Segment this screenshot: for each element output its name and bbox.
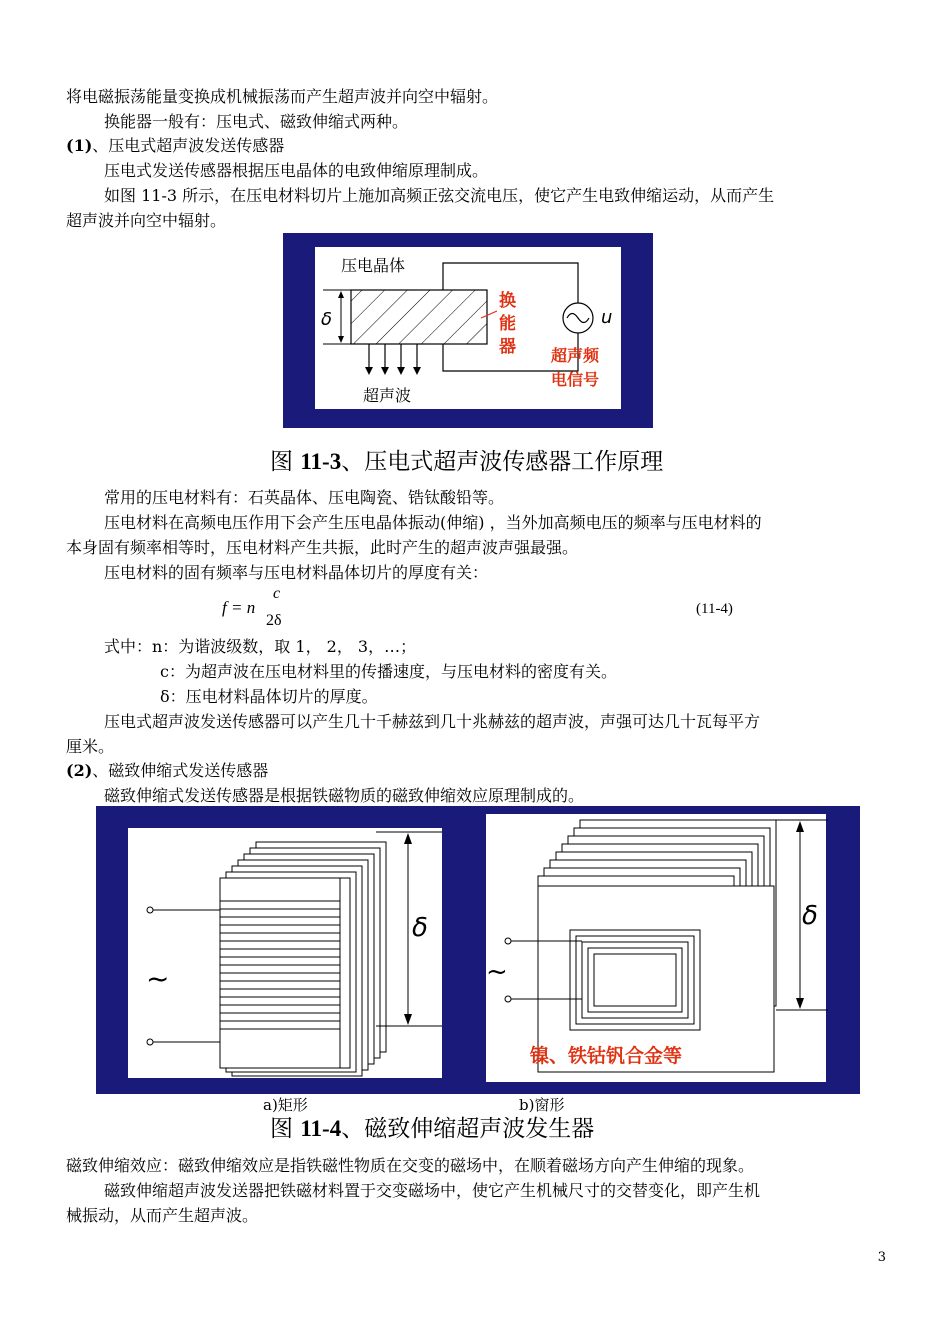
heading-number: (1) <box>66 136 93 155</box>
caption-number: 11-4 <box>300 1116 342 1141</box>
paragraph: 如图 11-3 所示，在压电材料切片上施加高频正弦交流电压，使它产生电致伸缩运动，从而产生 <box>104 186 775 205</box>
paragraph: 械振动，从而产生超声波。 <box>66 1206 259 1225</box>
figure-caption <box>270 1114 594 1144</box>
crystal-label: 压电晶体 <box>341 256 406 275</box>
paragraph: 本身固有频率相等时，压电材料产生共振，此时产生的超声波声强最强。 <box>66 538 579 557</box>
delta-label: δ <box>412 913 428 943</box>
formula-denominator: 2δ <box>266 612 282 629</box>
formula-numerator: c <box>273 585 281 602</box>
subfigure-label-b: b)窗形 <box>519 1096 565 1114</box>
figure-11-3 <box>283 233 653 428</box>
heading-text: 、压电式超声波发送传感器 <box>92 136 285 155</box>
paragraph: δ：压电材料晶体切片的厚度。 <box>160 687 378 706</box>
caption-text: 、磁致伸缩超声波发生器 <box>341 1116 595 1142</box>
paragraph: 压电式发送传感器根据压电晶体的电致伸缩原理制成。 <box>104 161 489 180</box>
paragraph: 磁致伸缩效应：磁致伸缩效应是指铁磁性物质在交变的磁场中，在顺着磁场方向产生伸缩的现象。 <box>66 1156 755 1175</box>
paragraph: 常用的压电材料有：石英晶体、压电陶瓷、锆钛酸铅等。 <box>104 488 505 507</box>
signal-label: 超声频 <box>551 346 600 365</box>
ac-source-icon: ~ <box>486 957 508 987</box>
paragraph: 压电材料在高频电压作用下会产生压电晶体振动(伸缩) ，当外加高频电压的频率与压电材料的 <box>104 513 762 532</box>
paragraph: 超声波并向空中辐射。 <box>66 211 227 230</box>
section-heading-1 <box>66 135 284 157</box>
caption-prefix: 图 <box>270 449 301 475</box>
voltage-label: u <box>601 307 613 328</box>
ac-source-icon: ~ <box>146 962 170 995</box>
paragraph: 厘米。 <box>66 737 115 756</box>
transducer-label: 能 <box>499 314 516 334</box>
figure-caption <box>270 447 663 477</box>
paragraph: 压电式超声波发送传感器可以产生几十千赫兹到几十兆赫兹的超声波，声强可达几十瓦每平方 <box>104 712 761 731</box>
paragraph: 将电磁振荡能量变换成机械振荡而产生超声波并向空中辐射。 <box>66 87 499 106</box>
paragraph: 磁致伸缩超声波发送器把铁磁材料置于交变磁场中，使它产生机械尺寸的交替变化，即产生机 <box>104 1181 761 1200</box>
caption-number: 11-3 <box>300 449 342 474</box>
section-heading-2 <box>66 760 268 782</box>
paragraph: 式中：n：为谐波级数，取 1， 2， 3，…； <box>104 637 417 656</box>
delta-label: δ <box>321 309 333 330</box>
paragraph: 磁致伸缩式发送传感器是根据铁磁物质的磁致伸缩效应原理制成的。 <box>104 786 585 805</box>
page-number: 3 <box>877 1250 886 1265</box>
subfigure-label-a: a)矩形 <box>263 1096 308 1114</box>
figure-11-4 <box>96 806 860 1094</box>
caption-text: 、压电式超声波传感器工作原理 <box>341 449 664 475</box>
caption-prefix: 图 <box>270 1116 301 1142</box>
transducer-label: 换 <box>499 291 516 311</box>
heading-text: 、磁致伸缩式发送传感器 <box>92 761 269 780</box>
formula-lhs: f = n <box>222 598 256 617</box>
alloy-label: 镍、铁钴钒合金等 <box>530 1045 683 1067</box>
paragraph: 压电材料的固有频率与压电材料晶体切片的厚度有关： <box>104 563 489 582</box>
heading-number: (2) <box>66 761 93 780</box>
signal-label: 电信号 <box>551 370 600 389</box>
delta-label: δ <box>802 901 818 931</box>
paragraph: 换能器一般有：压电式、磁致伸缩式两种。 <box>104 112 409 131</box>
transducer-label: 器 <box>499 337 516 357</box>
paragraph: c：为超声波在压电材料里的传播速度，与压电材料的密度有关。 <box>160 662 617 681</box>
ultrasound-label: 超声波 <box>363 386 412 405</box>
equation-number: (11-4) <box>696 601 733 617</box>
